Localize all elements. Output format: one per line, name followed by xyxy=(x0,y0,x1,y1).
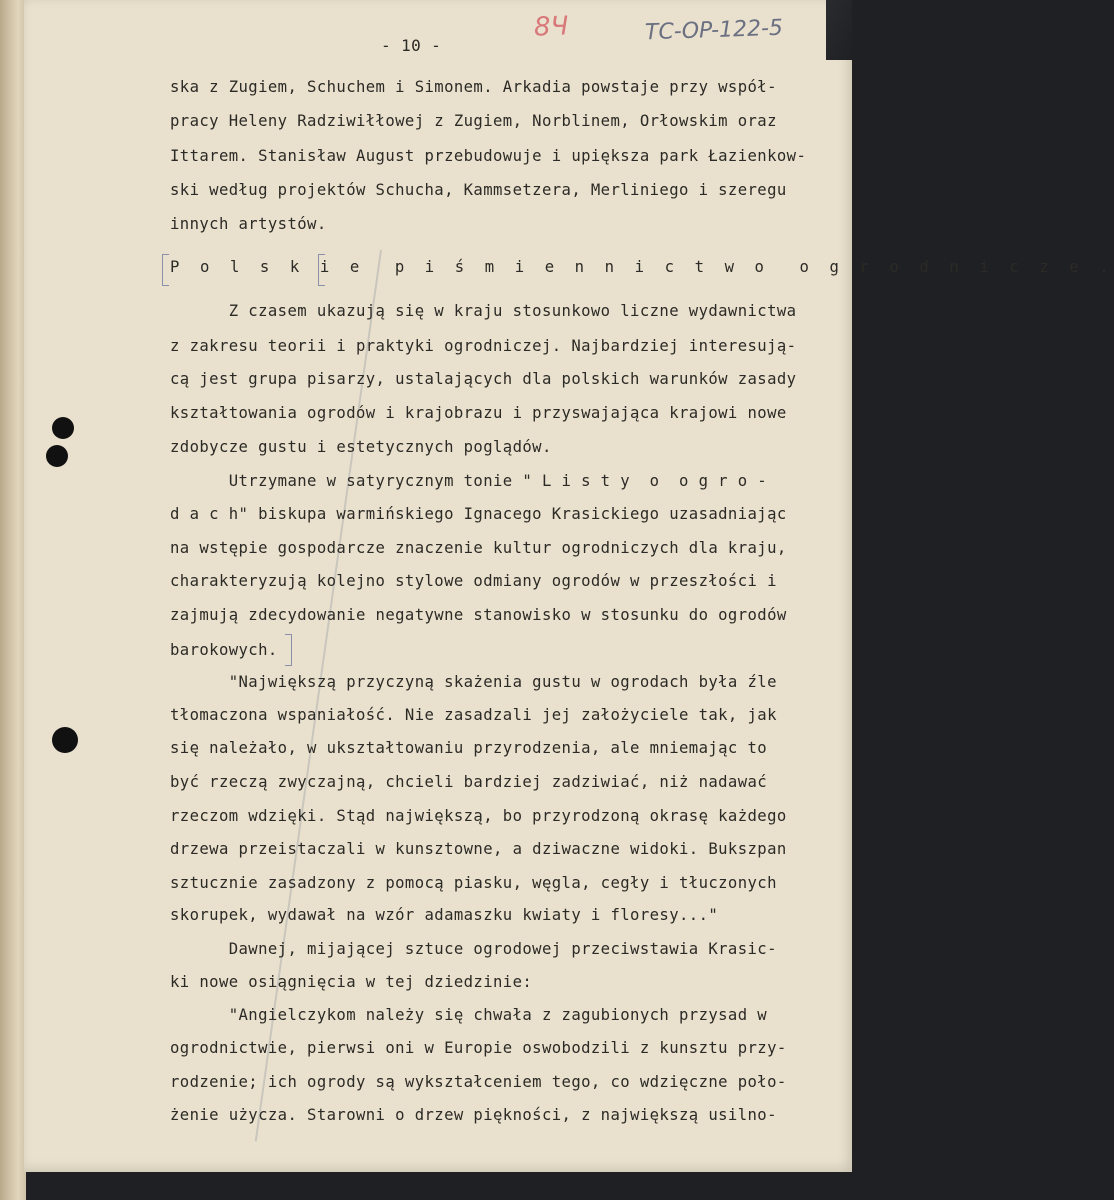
text-line: ki nowe osiągnięcia w tej dziedzinie: xyxy=(170,973,533,991)
text-line: ski według projektów Schucha, Kammsetzera, Merliniego i szeregu xyxy=(170,181,787,199)
text-line: kształtowania ogrodów i krajobrazu i przyswajająca krajowi nowe xyxy=(170,404,787,422)
text-line: się należało, w ukształtowaniu przyrodzenia, ale mniemając to xyxy=(170,739,768,757)
text-line: zajmują zdecydowanie negatywne stanowisko w stosunku do ogrodów xyxy=(170,606,787,624)
text-line: pracy Heleny Radziwiłłowej z Zugiem, Norblinem, Orłowskim oraz xyxy=(170,112,777,130)
text-line: na wstępie gospodarcze znaczenie kultur ogrodniczych dla kraju, xyxy=(170,539,787,557)
text-line: żenie użycza. Starowni o drzew piękności, z największą usilno- xyxy=(170,1106,777,1124)
section-heading: P o l s k i e p i ś m i e n n i c t w o o g r o d n i c z e . xyxy=(170,258,1114,276)
text-line: zdobycze gustu i estetycznych poglądów. xyxy=(170,438,552,456)
page-number: - 10 - xyxy=(381,36,442,55)
text-line: ska z Zugiem, Schuchem i Simonem. Arkadia powstaje przy współ- xyxy=(170,78,777,96)
pencil-bracket xyxy=(285,634,292,666)
text-line: rodzenie; ich ogrody są wykształceniem tego, co wdzięczne poło- xyxy=(170,1073,787,1091)
punch-hole xyxy=(46,445,68,467)
page-left-edge xyxy=(0,0,26,1200)
text-line: ogrodnictwie, pierwsi oni w Europie oswobodzili z kunsztu przy- xyxy=(170,1039,787,1057)
handwritten-mark: 8Ч xyxy=(533,11,569,43)
pencil-bracket xyxy=(162,254,169,286)
text-line: tłomaczona wspaniałość. Nie zasadzali jej założyciele tak, jak xyxy=(170,706,777,724)
punch-hole xyxy=(52,417,74,439)
text-line: z zakresu teorii i praktyki ogrodniczej. Najbardziej interesują- xyxy=(170,337,797,355)
text-line: Dawnej, mijającej sztuce ogrodowej przeciwstawia Krasic- xyxy=(170,940,777,958)
text-line: "Największą przyczyną skażenia gustu w ogrodach była źle xyxy=(170,673,777,691)
text-line: drzewa przeistaczali w kunsztowne, a dziwaczne widoki. Bukszpan xyxy=(170,840,787,858)
text-line: innych artystów. xyxy=(170,215,327,233)
text-line: "Angielczykom należy się chwała z zagubionych przysad w xyxy=(170,1006,768,1024)
text-line: charakteryzują kolejno stylowe odmiany ogrodów w przeszłości i xyxy=(170,572,777,590)
text-line: rzeczom wdzięki. Stąd największą, bo przyrodzoną okrasę każdego xyxy=(170,807,787,825)
text-line: sztucznie zasadzony z pomocą piasku, węgla, cegły i tłuczonych xyxy=(170,874,777,892)
text-line: cą jest grupa pisarzy, ustalających dla polskich warunków zasady xyxy=(170,370,797,388)
page-corner-shadow xyxy=(826,0,852,60)
archive-signature: TC-OP-122-5 xyxy=(644,15,784,46)
punch-hole xyxy=(52,727,78,753)
text-line: Z czasem ukazują się w kraju stosunkowo liczne wydawnictwa xyxy=(170,302,797,320)
text-line: skorupek, wydawał na wzór adamaszku kwiaty i floresy..." xyxy=(170,906,719,924)
text-line: d a c h" biskupa warmińskiego Ignacego Krasickiego uzasadniając xyxy=(170,505,787,523)
text-line: być rzeczą zwyczajną, chcieli bardziej zadziwiać, niż nadawać xyxy=(170,773,768,791)
text-line: Utrzymane w satyrycznym tonie " L i s t y o o g r o - xyxy=(170,472,768,490)
text-line: Ittarem. Stanisław August przebudowuje i upiększa park Łazienkow- xyxy=(170,147,807,165)
text-line: barokowych. xyxy=(170,641,278,659)
